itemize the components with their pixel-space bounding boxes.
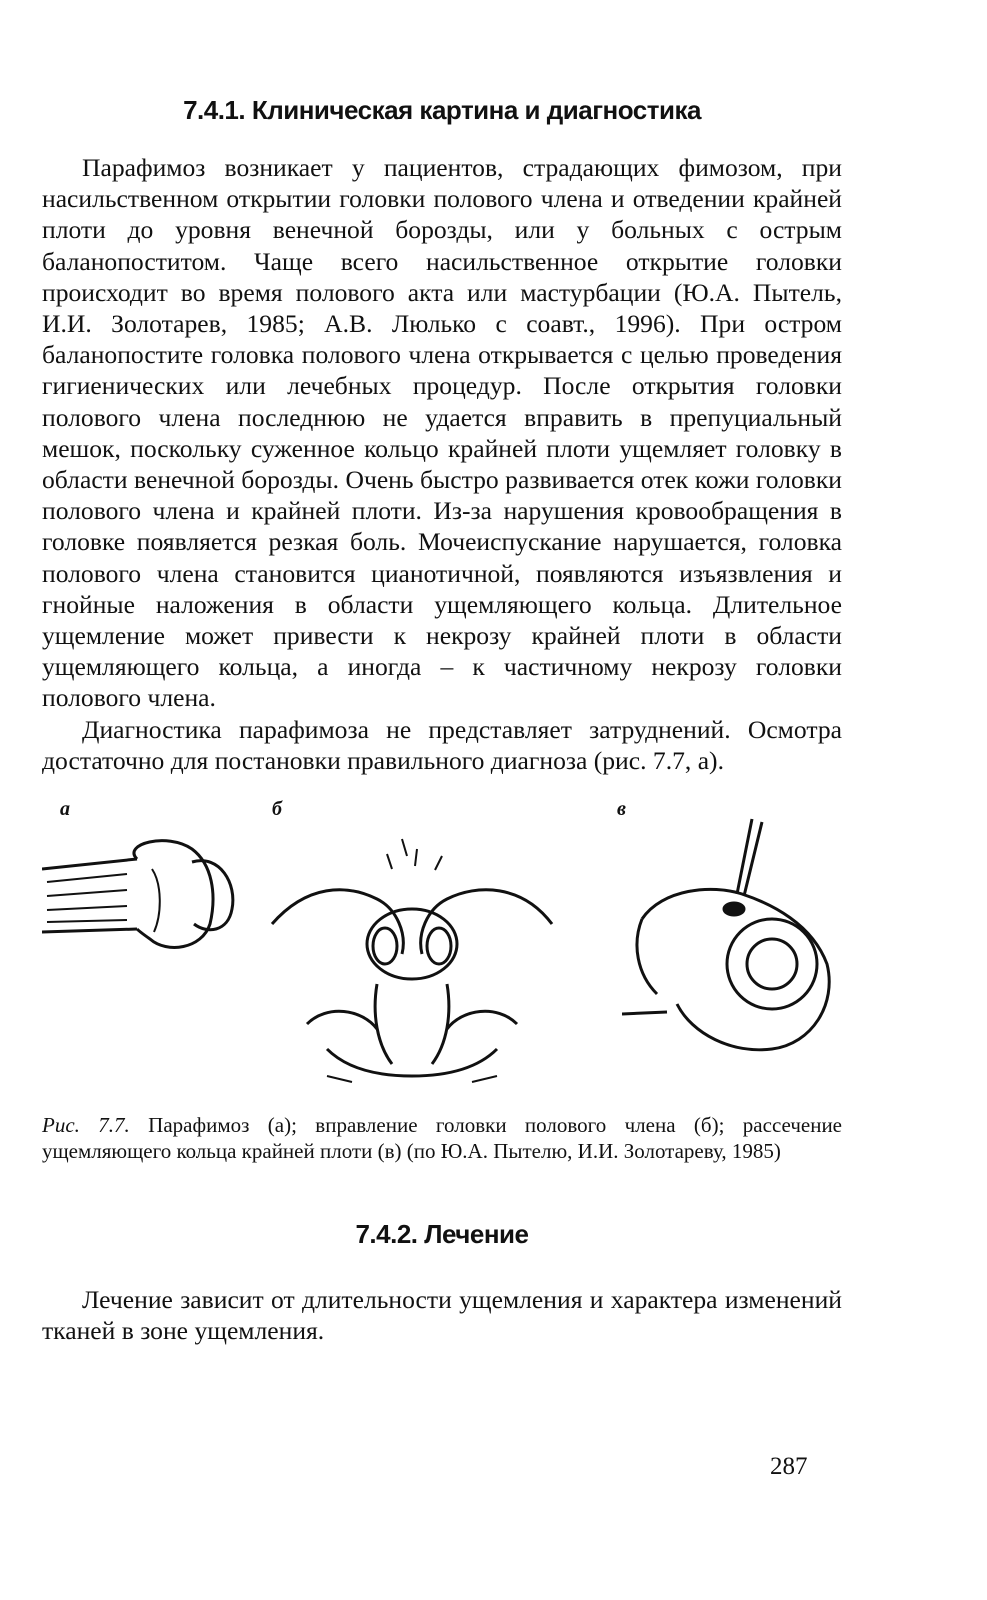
- figure-caption: [42, 1112, 842, 1164]
- section-heading-treatment: 7.4.2. Лечение: [355, 1219, 529, 1250]
- section-heading-clinical: 7.4.1. Клиническая картина и диагностика: [183, 95, 701, 125]
- caption-prefix: Рис. 7.7.: [42, 1113, 130, 1138]
- caption-text: Парафимоз (а); вправление головки полового члена (б); рассечение ущемляющего кольца крайней плоти (в) (по Ю.А. Пытелю, И.И. Золотареву, 1985): [42, 1113, 842, 1164]
- illustration-reduction: [267, 814, 557, 1094]
- figure-7-7: [42, 798, 842, 1098]
- figure-label-a: а: [60, 798, 70, 821]
- page-content: [42, 95, 842, 1346]
- illustration-incision: [622, 814, 842, 1074]
- illustration-paraphimosis: [42, 814, 242, 994]
- paragraph-clinical: Парафимоз возникает у пациентов, страдающих фимозом, при насильственном открытии головки полового члена и отведении крайней плоти до уровня венечной борозды, или у больных с острым баланопоститом. Чаще всего насильственное открытие головки происходит во время полового акта или мастурбации (Ю.А. Пытель, И.И. Золотарев, 1985; А.В. Люлько с соавт., 1996). При остром баланопостите головка полового члена открывается с целью проведения гигиенических или лечебных процедур. После открытия головки полового члена последнюю не удается вправить в препуциальный мешок, поскольку суженное кольцо крайней плоти ущемляет головку в области венечной борозды. Очень быстро развивается отек кожи головки полового члена и крайней плоти. Из-за нарушения кровообращения в головке появляется резкая боль. Мочеиспускание нарушается, головка полового члена становится цианотичной, появляются изъязвления и гнойные наложения в области ущемляющего кольца. Длительное ущемление может привести к некрозу крайней плоти в области ущемляющего кольца, а иногда – к частичному некрозу головки полового члена.: [42, 153, 842, 713]
- figure-label-b: б: [272, 798, 282, 821]
- figure-label-v: в: [617, 798, 626, 821]
- page-number: 287: [770, 1453, 808, 1480]
- paragraph-treatment: Лечение зависит от длительности ущемления и характера изменений тканей в зоне ущемления.: [42, 1285, 842, 1346]
- paragraph-diagnostics: Диагностика парафимоза не представляет затруднений. Осмотра достаточно для постановки правильного диагноза (рис. 7.7, а).: [42, 714, 842, 775]
